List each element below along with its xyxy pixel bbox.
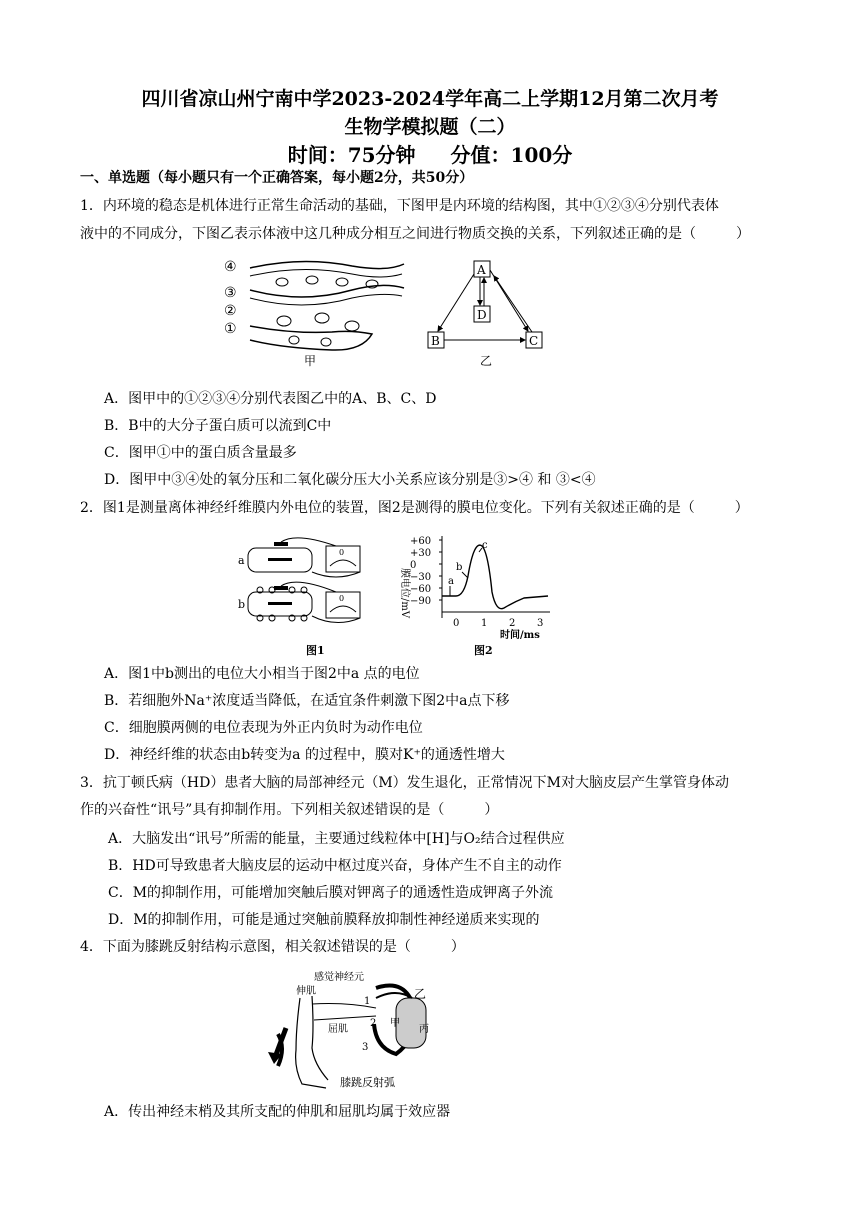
q3-stem-line2 [80,800,780,820]
fig-jia-caption: 甲 [304,354,317,368]
node-A-label: A [477,263,486,277]
q2-paren-end: ） [734,500,749,516]
q3-option-a[interactable]: A．大脑发出“讯号”所需的能量，主要通过线粒体中[H]与O₂结合过程供应 [108,831,565,847]
node-C-label: C [529,334,539,348]
q1-option-d[interactable]: D．图甲中③④处的氧分压和二氧化碳分压大小关系应该分别是③>④ 和 ③<④ [104,472,596,488]
node-D-label: D [477,308,487,322]
q1-stem-text: 液中的不同成分，下图乙表示体液中这几种成分相互之间进行物质交换的关系，下列叙述正确的是（ [80,226,696,242]
fig1-meter-b-zero: 0 [339,594,345,603]
q3-paren-end: ） [484,802,499,818]
q1-option-c[interactable]: C．图甲①中的蛋白质含量最多 [104,445,297,461]
label-4: ④ [224,259,237,275]
label-jia: 甲 [390,1018,400,1029]
fig2-yticks [410,536,442,607]
fig2-ytick-label: 0 [410,560,417,571]
label-1: 1 [364,996,371,1007]
fig1-meter-a-zero: 0 [339,548,345,557]
leg-drawing [268,996,376,1088]
q4-stem-text: 4．下面为膝跳反射结构示意图，相关叙述错误的是（ [80,939,411,955]
fig2-point-a: a [448,576,454,587]
q2-stem-line1 [80,498,780,518]
q2-option-c[interactable]: C．细胞膜两侧的电位表现为外正内负时为动作电位 [104,720,423,736]
node-B-label: B [431,334,440,348]
q1-figure-yi [420,256,560,368]
label-3: 3 [362,1042,369,1053]
exam-score: 分值：100分 [450,143,573,167]
fig2-ytick-label: +30 [410,548,432,559]
label-sensory-neuron: 感觉神经元 [314,972,364,983]
q1-paren-end: ） [736,226,750,242]
fig2-caption: 图2 [474,644,493,657]
q2-figure-2 [390,532,560,660]
q2-figure-1 [236,532,386,660]
q2-option-a[interactable]: A．图1中b测出的电位大小相当于图2中a 点的电位 [104,666,420,682]
fig1-label-b: b [238,598,246,611]
exam-subtitle: 生物学模拟题（二） [344,116,516,138]
label-2: 2 [370,1018,377,1029]
fig1-label-a: a [238,554,245,567]
section-heading: 一、单选题（每小题只有一个正确答案，每小题2分，共50分） [80,170,474,186]
fig2-xtick-label: 2 [509,618,516,629]
fig2-potential-curve [442,545,548,609]
exam-title: 四川省凉山州宁南中学2023-2024学年高二上学期12月第二次月考 [141,88,719,110]
label-yi: 乙 [414,987,427,1001]
fig2-point-b: b [456,562,463,573]
q3-option-c[interactable]: C．M的抑制作用，可能增加突触后膜对钾离子的通透性造成钾离子外流 [108,885,554,901]
fig2-xlabel: 时间/ms [500,630,540,641]
label-3: ③ [224,285,237,301]
q2-stem-text: 2．图1是测量离体神经纤维膜内外电位的装置，图2是测得的膜电位变化。下列有关叙述正确的是（ [80,500,695,516]
q3-stem-line1: 3．抗丁顿氏病（HD）患者大脑的局部神经元（M）发生退化，正常情况下M对大脑皮层产生掌管身体动 [80,775,730,791]
q2-option-d[interactable]: D．神经纤维的状态由b转变为a 的过程中，膜对K⁺的通透性增大 [104,747,505,763]
q3-option-d[interactable]: D．M的抑制作用，可能是通过突触前膜释放抑制性神经递质来实现的 [108,912,540,928]
fig2-ytick-label: −90 [410,596,432,607]
fig2-point-c: c [482,540,488,551]
fig4-caption: 膝跳反射弧 [340,1076,395,1089]
fig2-xtick-label: 0 [453,618,460,629]
fig2-ytick-label: −30 [410,572,432,583]
fig-yi-caption: 乙 [480,354,493,368]
q4-paren-end: ） [450,939,465,955]
fig2-xtick-label: 1 [481,618,488,629]
label-2: ② [224,303,237,319]
q1-option-a[interactable]: A．图甲中的①②③④分别代表图乙中的A、B、C、D [104,391,437,407]
exam-time-score [0,139,860,168]
fig1-caption: 图1 [306,644,325,657]
fig2-xticks [453,618,543,629]
q3-stem-text: 作的兴奋性“讯号”具有抑制作用。下列相关叙述错误的是（ [80,802,445,818]
q4-option-a[interactable]: A．传出神经末梢及其所支配的伸肌和屈肌均属于效应器 [104,1104,451,1120]
fig2-xtick-label: 3 [537,618,544,629]
capillary-diagram [224,259,404,368]
fig2-ytick-label: −60 [410,584,432,595]
label-bing: 丙 [419,1024,429,1035]
q1-stem-line1: 1．内环境的稳态是机体进行正常生命活动的基础，下图甲是内环境的结构图，其中①②③④分别代表体 [80,198,719,214]
q2-option-b[interactable]: B．若细胞外Na⁺浓度适当降低，在适宜条件刺激下图2中a点下移 [104,693,510,709]
q3-option-b[interactable]: B．HD可导致患者大脑皮层的运动中枢过度兴奋，身体产生不自主的动作 [108,858,562,874]
q1-option-b[interactable]: B．B中的大分子蛋白质可以流到C中 [104,418,332,434]
q1-stem-line2 [80,224,780,244]
fig2-ytick-label: +60 [410,536,432,547]
q4-stem-line1 [80,937,780,957]
exam-time: 时间：75分钟 [287,143,416,167]
label-extensor: 伸肌 [296,986,316,997]
label-1: ① [224,321,237,337]
fig2-ylabel: 膜电位/mV [399,568,410,619]
label-flexor: 屈肌 [328,1024,348,1035]
q1-figure-jia [222,256,412,368]
q4-figure-reflex-arc [256,968,446,1094]
